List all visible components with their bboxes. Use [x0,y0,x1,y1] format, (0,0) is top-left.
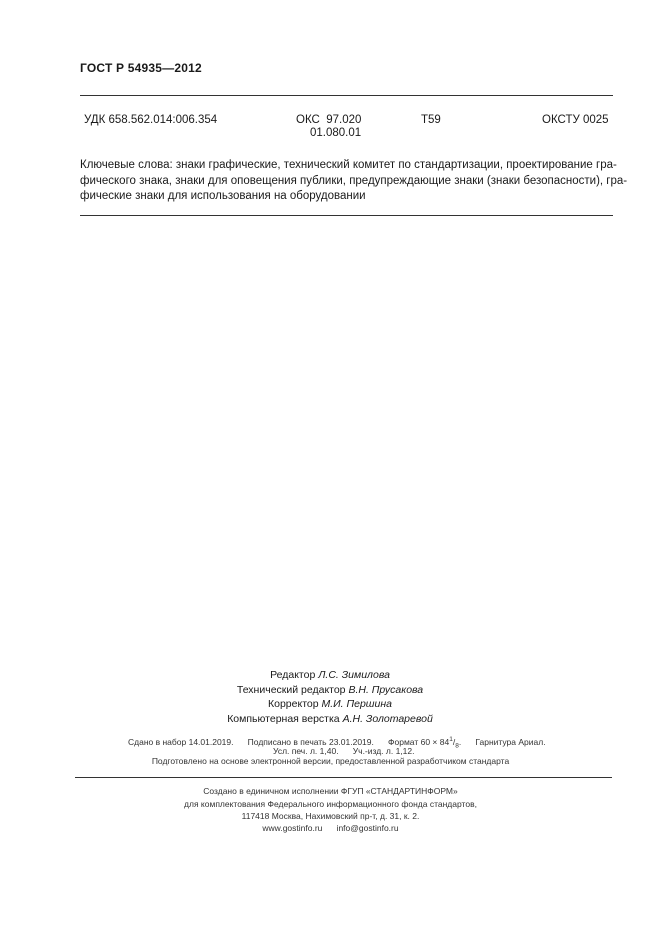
keywords-rule [80,215,613,216]
keywords-line-3: фические знаки для использования на оборудовании [80,190,366,203]
publisher-line-3: 117418 Москва, Нахимовский пр-т, д. 31, к. 2. [241,811,420,821]
credit-tech-editor [200,683,460,698]
imprint-publ-sheets: Уч.-изд. л. 1,12. [352,746,415,756]
credit-name: В.Н. Прусакова [348,683,424,696]
top-rule [80,95,613,96]
imprint-format: Формат $60 \times 84^1/_8$. [388,736,462,750]
credit-role: Компьютерная верстка [227,712,340,725]
publisher-site-link[interactable]: www.gostinfo.ru [262,823,323,833]
publisher-contacts [0,823,661,833]
keywords-line-1: Ключевые слова: знаки графические, технический комитет по стандартизации, проектирование гра- [80,159,617,171]
credit-proofreader [200,697,460,712]
publisher-line-2: для комплектования Федерального информационного фонда стандартов, [184,799,477,809]
oks-block [296,114,361,126]
credit-role: Редактор [270,669,316,681]
credit-name: А.Н. Золотаревой [342,712,433,725]
credit-name: М.И. Першина [321,698,392,710]
keywords-line-2: фического знака, знаки для оповещения публики, предупреждающие знаки (знаки безопасности), гра- [80,174,628,187]
imprint-submitted: Сдано в набор 14.01.2019. [128,736,234,747]
publisher-email-link[interactable]: info@gostinfo.ru [336,823,399,833]
credit-editor [200,668,460,683]
imprint-typeface: Гарнитура Ариал. [475,736,546,747]
credit-role: Корректор [268,698,319,710]
credit-name: Л.С. Зимилова [318,669,390,681]
credits [200,668,460,726]
standard-id: ГОСТ Р 54935—2012 [80,61,202,75]
credit-layout [200,712,460,727]
imprint-signed: Подписано в печать 23.01.2019. [247,736,374,747]
okstu-code: ОКСТУ 0025 [542,114,609,126]
publisher-rule [75,777,612,778]
keywords [80,158,628,205]
imprint-line-2 [273,746,414,756]
oks-code-1: 97.020 [326,114,362,126]
imprint-prepared: Подготовлено на основе электронной версии, предоставленной разработчиком стандарта [151,756,510,766]
oks-label: ОКС [296,114,320,126]
publisher-line-1: Создано в единичном исполнении ФГУП «СТАНДАРТИНФОРМ» [203,786,458,796]
udk-code: УДК 658.562.014:006.354 [84,114,218,126]
credit-role: Технический редактор [236,683,346,696]
imprint-print-sheets: Усл. печ. л. 1,40. [273,746,339,756]
oks-code-2: 01.080.01 [310,127,362,139]
t-code: Т59 [421,114,441,126]
